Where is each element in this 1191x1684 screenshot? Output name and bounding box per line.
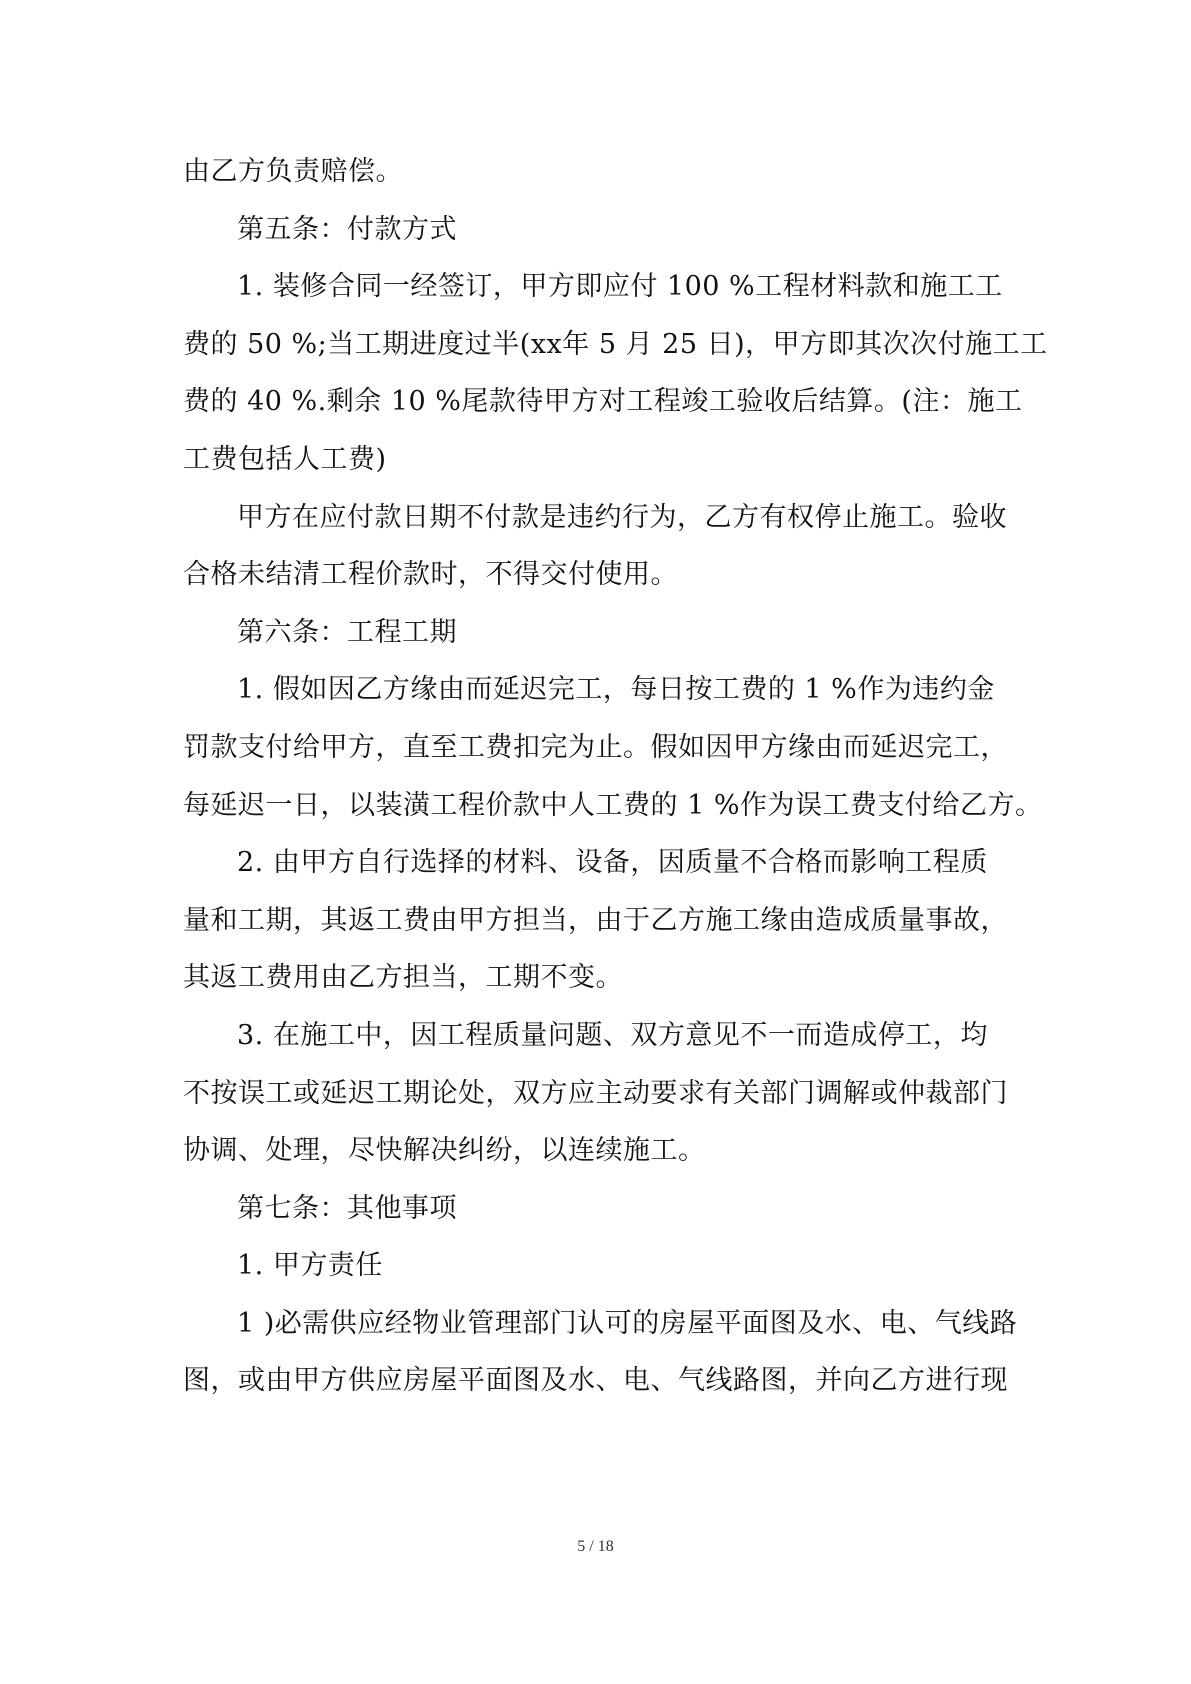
paragraph-line: 图，或由甲方供应房屋平面图及水、电、气线路图，并向乙方进行现 bbox=[183, 1365, 1008, 1397]
paragraph-line: 工费包括人工费) bbox=[183, 443, 387, 475]
page-number: 5 / 18 bbox=[577, 1538, 614, 1555]
paragraph-line: 罚款支付给甲方，直至工费扣完为止。假如因甲方缘由而延迟完工， bbox=[183, 731, 1008, 763]
paragraph-line: 由乙方负责赔偿。 bbox=[183, 156, 403, 187]
section-heading-6: 第六条：工程工期 bbox=[237, 616, 457, 648]
subsection-heading: 1. 甲方责任 bbox=[237, 1250, 383, 1282]
paragraph-line: 协调、处理，尽快解决纠纷，以连续施工。 bbox=[183, 1135, 706, 1167]
paragraph-line: 合格未结清工程价款时，不得交付使用。 bbox=[183, 559, 678, 591]
paragraph-line: 1 )必需供应经物业管理部门认可的房屋平面图及水、电、气线路 bbox=[237, 1307, 1018, 1339]
paragraph-line: 1. 假如因乙方缘由而延迟完工，每日按工费的 1 %作为违约金 bbox=[237, 674, 995, 706]
paragraph-line: 甲方在应付款日期不付款是违约行为，乙方有权停止施工。验收 bbox=[237, 501, 1007, 533]
paragraph-line: 2. 由甲方自行选择的材料、设备，因质量不合格而影响工程质 bbox=[237, 847, 988, 879]
document-body bbox=[183, 143, 1048, 1410]
section-heading-5: 第五条：付款方式 bbox=[237, 213, 457, 245]
paragraph-line: 不按误工或延迟工期论处，双方应主动要求有关部门调解或仲裁部门 bbox=[183, 1077, 1008, 1109]
paragraph-line: 费的 50 %;当工期进度过半(xx年 5 月 25 日)，甲方即其次次付施工工 bbox=[183, 328, 1048, 360]
paragraph-line: 量和工期，其返工费由甲方担当，由于乙方施工缘由造成质量事故， bbox=[183, 904, 1008, 936]
paragraph-line: 1. 装修合同一经签订，甲方即应付 100 %工程材料款和施工工 bbox=[237, 271, 1003, 303]
paragraph-line: 其返工费用由乙方担当，工期不变。 bbox=[183, 962, 623, 994]
section-heading-7: 第七条：其他事项 bbox=[237, 1192, 457, 1224]
paragraph-line: 费的 40 %.剩余 10 %尾款待甲方对工程竣工验收后结算。(注：施工 bbox=[183, 386, 1023, 418]
paragraph-line: 3. 在施工中，因工程质量问题、双方意见不一而造成停工，均 bbox=[237, 1019, 988, 1051]
paragraph-line: 每延迟一日，以装潢工程价款中人工费的 1 %作为误工费支付给乙方。 bbox=[183, 789, 1043, 821]
